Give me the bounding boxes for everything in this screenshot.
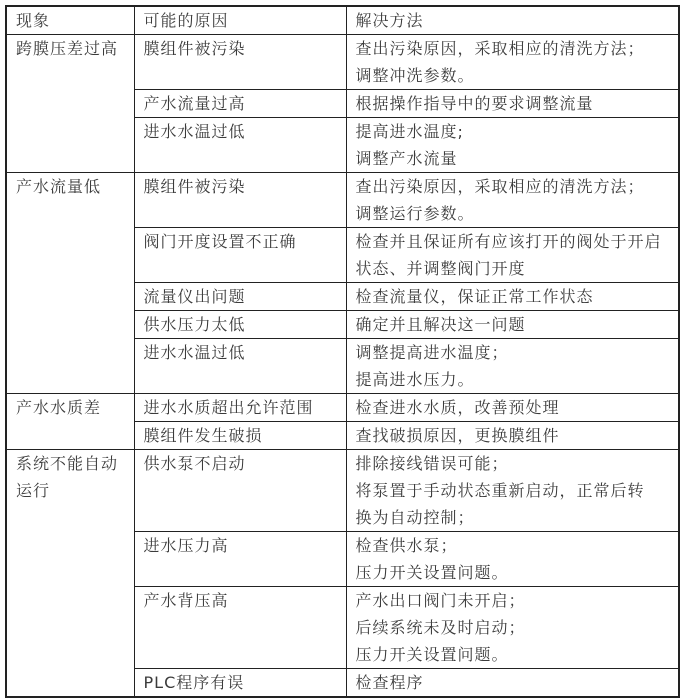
cause-cell: 产水流量过高 [134, 90, 346, 118]
solution-line: 查出污染原因，采取相应的清洗方法； [355, 39, 645, 58]
solution-line: 提高进水压力。 [355, 370, 475, 389]
solution-line: 将泵置于手动状态重新启动，正常后转 [355, 481, 645, 500]
solution-cell [346, 90, 679, 118]
solution-cell [346, 228, 679, 283]
cause-cell: 进水水质超出允许范围 [134, 394, 346, 422]
solution-line: 查找破损原因，更换膜组件 [355, 426, 560, 445]
phenomenon-cell [6, 35, 134, 173]
table-row [6, 35, 679, 90]
solution-line: 查出污染原因，采取相应的清洗方法； [355, 177, 645, 196]
phenomenon-cell [6, 450, 134, 698]
solution-cell [346, 422, 679, 450]
header-row [6, 6, 679, 35]
solution-line: 调整提高进水温度； [355, 343, 509, 362]
solution-cell [346, 450, 679, 532]
solution-line: 排除接线错误可能； [355, 454, 509, 473]
header-phenomenon: 现象 [6, 6, 134, 35]
solution-line: 调整运行参数。 [355, 204, 475, 223]
troubleshooting-table [5, 5, 680, 698]
solution-line: 检查并且保证所有应该打开的阀处于开启 [355, 232, 662, 251]
phenomenon-line: 产水水质差 [16, 398, 102, 417]
cause-cell: 供水泵不启动 [134, 450, 346, 532]
cause-cell: 进水压力高 [134, 532, 346, 587]
cause-cell: 膜组件发生破损 [134, 422, 346, 450]
solution-cell [346, 394, 679, 422]
phenomenon-line: 运行 [16, 481, 51, 500]
solution-line: 调整产水流量 [355, 149, 458, 168]
phenomenon-cell [6, 394, 134, 450]
cause-cell: 供水压力太低 [134, 311, 346, 339]
solution-cell [346, 311, 679, 339]
cause-cell: 进水水温过低 [134, 339, 346, 394]
phenomenon-line: 产水流量低 [16, 177, 102, 196]
phenomenon-line: 系统不能自动 [16, 454, 119, 473]
table-row [6, 394, 679, 422]
solution-line: 压力开关设置问题。 [355, 563, 509, 582]
solution-line: 压力开关设置问题。 [355, 645, 509, 664]
cause-cell: 进水水温过低 [134, 118, 346, 173]
solution-line: 检查程序 [355, 673, 424, 692]
solution-line: 检查供水泵； [355, 536, 458, 555]
solution-line: 提高进水温度; [355, 122, 464, 141]
solution-line: 确定并且解决这一问题 [355, 315, 526, 334]
solution-line: 换为自动控制； [355, 508, 475, 527]
solution-line: 检查流量仪，保证正常工作状态 [355, 287, 594, 306]
table-row [6, 450, 679, 532]
cause-cell: 流量仪出问题 [134, 283, 346, 311]
phenomenon-cell [6, 173, 134, 394]
solution-line: 检查进水水质，改善预处理 [355, 398, 560, 417]
solution-cell [346, 339, 679, 394]
solution-line: 调整冲洗参数。 [355, 66, 475, 85]
table-row [6, 173, 679, 228]
header-solution: 解决方法 [346, 6, 679, 35]
solution-cell [346, 118, 679, 173]
cause-cell: 膜组件被污染 [134, 173, 346, 228]
cause-cell: 阀门开度设置不正确 [134, 228, 346, 283]
solution-cell [346, 669, 679, 698]
cause-cell: 产水背压高 [134, 587, 346, 669]
solution-line: 状态、并调整阀门开度 [355, 259, 526, 278]
solution-line: 产水出口阀门未开启； [355, 591, 526, 610]
phenomenon-line: 跨膜压差过高 [16, 39, 119, 58]
cause-cell: 膜组件被污染 [134, 35, 346, 90]
solution-cell [346, 35, 679, 90]
solution-line: 后续系统未及时启动； [355, 618, 526, 637]
solution-cell [346, 532, 679, 587]
cause-cell: PLC程序有误 [134, 669, 346, 698]
solution-line: 根据操作指导中的要求调整流量 [355, 94, 594, 113]
solution-cell [346, 587, 679, 669]
solution-cell [346, 173, 679, 228]
header-cause: 可能的原因 [134, 6, 346, 35]
solution-cell [346, 283, 679, 311]
